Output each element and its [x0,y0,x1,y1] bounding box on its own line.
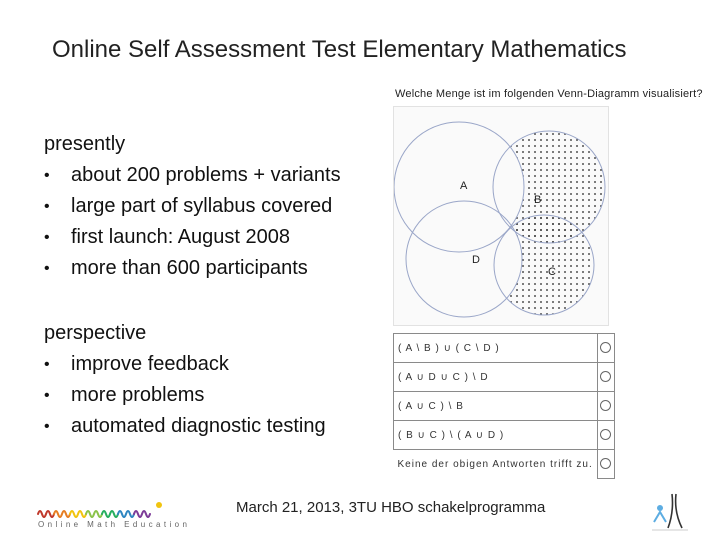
venn-label-c: C [548,266,556,278]
answer-option-row[interactable] [394,421,615,450]
venn-label-a: A [460,180,468,192]
footer-text: March 21, 2013, 3TU HBO schakelprogramma [236,499,546,516]
perspective-heading: perspective [44,322,147,344]
list-item: • automated diagnostic testing [44,411,326,442]
bullet-icon: • [44,229,50,246]
logo-wave-icon [102,511,118,517]
radio-button[interactable] [600,371,611,382]
bullet-icon: • [44,167,50,184]
venn-label-d: D [472,254,480,266]
logo-wave-icon [118,511,134,517]
presently-heading: presently [44,133,126,155]
list-item: • improve feedback [44,349,326,380]
list-item: • about 200 problems + variants [44,160,341,191]
venn-label-b: B [534,194,542,206]
logo-wave-icon [70,511,86,517]
presently-section [44,129,341,284]
quiz-question: Welche Menge ist im folgenden Venn-Diagramm visualisiert? [395,88,703,100]
list-item: • more problems [44,380,326,411]
list-item: • large part of syllabus covered [44,191,341,222]
logo-wave-icon [86,511,102,517]
bullet-icon: • [44,356,50,373]
university-logo-icon [646,488,694,536]
bullet-icon: • [44,387,50,404]
radio-button[interactable] [600,429,611,440]
radio-button[interactable] [600,400,611,411]
list-item: • first launch: August 2008 [44,222,341,253]
answer-option-label: Keine der obigen Antworten trifft zu. [394,450,598,479]
answer-option-label: ( A \ B ) ∪ ( C \ D ) [394,334,598,363]
logo-wave-icon [38,511,54,517]
venn-diagram [393,106,609,326]
perspective-list [44,349,326,442]
answer-option-label: ( A ∪ D ∪ C ) \ D [394,363,598,392]
radio-button[interactable] [600,342,611,353]
answer-option-row[interactable] [394,392,615,421]
answer-option-label: ( A ∪ C ) \ B [394,392,598,421]
bullet-icon: • [44,418,50,435]
answer-options [393,333,615,479]
logo-dot-icon [156,502,162,508]
answer-option-row[interactable] [394,363,615,392]
radio-button[interactable] [600,458,611,469]
list-item: • more than 600 participants [44,253,341,284]
perspective-section [44,318,326,442]
answer-option-label: ( B ∪ C ) \ ( A ∪ D ) [394,421,598,450]
answer-option-row[interactable] [394,334,615,363]
logo-wave-icon [134,511,150,517]
answer-option-row[interactable] [394,450,615,479]
presently-list [44,160,341,284]
logo-wave-icon [54,511,70,517]
venn-svg [394,107,608,325]
slide-title: Online Self Assessment Test Elementary Mathematics [52,36,627,63]
logo-tagline: Online Math Education [38,520,191,529]
bullet-icon: • [44,198,50,215]
bullet-icon: • [44,260,50,277]
